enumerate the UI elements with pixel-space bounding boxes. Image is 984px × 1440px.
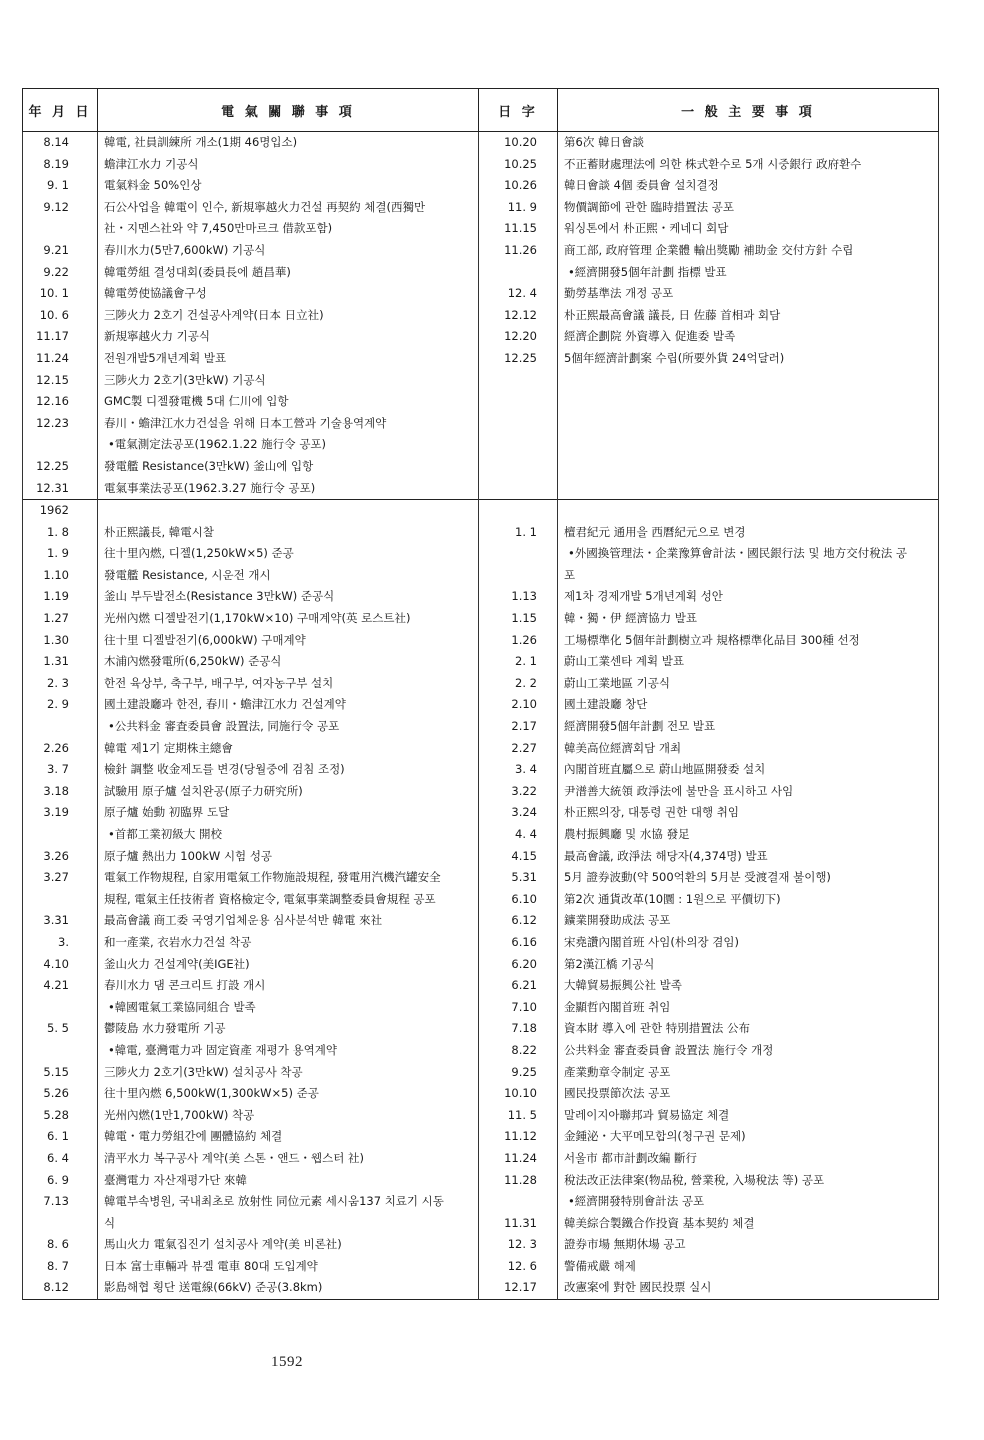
electric-event-cell: 馬山火力 電氣집진기 설치공사 계약(美 비론社)	[98, 1234, 479, 1256]
general-date-cell: 11.24	[479, 1148, 558, 1170]
general-event-cell: 公共料金 審査委員會 設置法 施行令 개정	[558, 1040, 939, 1062]
general-event-cell: 工場標準化 5個年計劃樹立과 規格標準化品目 300種 선정	[558, 630, 939, 652]
electric-date-cell: 12.15	[23, 370, 98, 392]
electric-event-cell: 日本 富士車輛과 뷰겔 電車 80대 도입계약	[98, 1256, 479, 1278]
general-date-cell	[479, 1191, 558, 1213]
electric-event-cell: 原子爐 熱出力 100kW 시험 성공	[98, 846, 479, 868]
table-row	[23, 1083, 939, 1105]
electric-date-cell: 8.14	[23, 132, 98, 154]
blank-cell	[558, 500, 939, 522]
electric-event-cell: 韓電부속병원, 국내최초로 放射性 同位元素 세시움137 치료기 시동	[98, 1191, 479, 1213]
electric-event-cell: 한전 육상부, 축구부, 배구부, 여자농구부 설치	[98, 673, 479, 695]
electric-event-cell: 蟾津江水力 기공식	[98, 154, 479, 176]
general-event-cell: 尹潽善大統領 政淨法에 불만을 표시하고 사임	[558, 781, 939, 803]
electric-event-cell: 三陟火力 2호기 건설공사계약(日本 日立社)	[98, 305, 479, 327]
blank-cell	[98, 500, 479, 522]
electric-date-cell: 5.15	[23, 1062, 98, 1084]
table-row	[23, 738, 939, 760]
electric-date-cell: 6. 9	[23, 1170, 98, 1192]
general-event-cell: •經濟開發5個年計劃 指標 발표	[558, 262, 939, 284]
general-event-cell	[558, 370, 939, 392]
electric-date-cell: 1.31	[23, 651, 98, 673]
table-row	[23, 1256, 939, 1278]
general-event-cell: 제1차 경제개발 5개년계획 성안	[558, 586, 939, 608]
table-row	[23, 305, 939, 327]
general-date-cell: 2. 2	[479, 673, 558, 695]
general-event-cell: 第6次 韓日會談	[558, 132, 939, 154]
electric-event-cell: 新規寧越火力 기공식	[98, 326, 479, 348]
general-event-cell: 檀君紀元 通用을 西曆紀元으로 변경	[558, 522, 939, 544]
general-date-cell: 5.31	[479, 867, 558, 889]
general-event-cell: 產業勳章令制定 공포	[558, 1062, 939, 1084]
electric-date-cell: 2.26	[23, 738, 98, 760]
electric-event-cell: 往十里內燃 6,500kW(1,300kW×5) 준공	[98, 1083, 479, 1105]
general-date-cell: 12. 4	[479, 283, 558, 305]
general-date-cell	[479, 478, 558, 500]
electric-event-cell: 規程, 電氣主任技術者 資格檢定令, 電氣事業調整委員會規程 공포	[98, 889, 479, 911]
general-event-cell: 物價調節에 관한 臨時措置法 공포	[558, 197, 939, 219]
electric-date-cell: 5.26	[23, 1083, 98, 1105]
electric-date-cell: 12.23	[23, 413, 98, 435]
electric-date-cell: 11.24	[23, 348, 98, 370]
general-date-cell: 11.26	[479, 240, 558, 262]
table-row	[23, 391, 939, 413]
general-event-cell: 朴正熙最高會議 議長, 日 佐藤 首相과 회담	[558, 305, 939, 327]
electric-date-cell: 8.19	[23, 154, 98, 176]
general-event-cell: 5月 證券波動(약 500억환의 5月분 受渡결재 불이행)	[558, 867, 939, 889]
table-row	[23, 694, 939, 716]
electric-event-cell: 電氣工作物規程, 自家用電氣工作物施設規程, 發電用汽機汽罐安全	[98, 867, 479, 889]
table-row	[23, 1126, 939, 1148]
general-date-cell: 8.22	[479, 1040, 558, 1062]
general-date-cell	[479, 370, 558, 392]
electric-date-cell: 7.13	[23, 1191, 98, 1213]
general-date-cell: 4. 4	[479, 824, 558, 846]
general-event-cell: 證券市場 無期休場 공고	[558, 1234, 939, 1256]
electric-event-cell: 試驗用 原子爐 설치완공(原子力研究所)	[98, 781, 479, 803]
electric-event-cell: 식	[98, 1213, 479, 1235]
table-row	[23, 1234, 939, 1256]
electric-date-cell	[23, 434, 98, 456]
general-event-cell: 商工部, 政府管理 企業體 輸出獎勵 補助金 交付方針 수립	[558, 240, 939, 262]
general-date-cell	[479, 413, 558, 435]
table-row	[23, 1170, 939, 1192]
electric-date-cell: 8. 7	[23, 1256, 98, 1278]
header-date-general: 日 字	[479, 89, 558, 132]
electric-event-cell: 社・지멘스社와 약 7,450만마르크 借款포함)	[98, 218, 479, 240]
electric-event-cell: •首都工業初級大 開校	[98, 824, 479, 846]
general-event-cell: 勤勞基準法 개정 공포	[558, 283, 939, 305]
electric-date-cell: 12.25	[23, 456, 98, 478]
general-event-cell: 國民投票節次法 공포	[558, 1083, 939, 1105]
electric-event-cell: 韓電勞組 결성대회(委員長에 趙昌華)	[98, 262, 479, 284]
table-row	[23, 456, 939, 478]
general-event-cell: 金顯哲內閣首班 취임	[558, 997, 939, 1019]
electric-date-cell: 12.16	[23, 391, 98, 413]
table-row	[23, 975, 939, 997]
electric-date-cell: 4.10	[23, 954, 98, 976]
general-date-cell: 7.18	[479, 1018, 558, 1040]
electric-event-cell: 釜山 부두발전소(Resistance 3만kW) 준공식	[98, 586, 479, 608]
general-date-cell: 2. 1	[479, 651, 558, 673]
general-event-cell	[558, 434, 939, 456]
general-date-cell: 6.21	[479, 975, 558, 997]
electric-date-cell: 1. 9	[23, 543, 98, 565]
header-date-electric: 年 月 日	[23, 89, 98, 132]
electric-date-cell	[23, 1040, 98, 1062]
electric-date-cell: 2. 3	[23, 673, 98, 695]
table-row	[23, 283, 939, 305]
blank-cell	[479, 500, 558, 522]
general-date-cell: 3.22	[479, 781, 558, 803]
electric-event-cell: 韓電・電力勞組간에 團體協約 체결	[98, 1126, 479, 1148]
electric-date-cell: 1. 8	[23, 522, 98, 544]
general-event-cell: 鑛業開發助成法 공포	[558, 910, 939, 932]
general-date-cell	[479, 391, 558, 413]
general-event-cell: •經濟開發特別會計法 공포	[558, 1191, 939, 1213]
table-row	[23, 867, 939, 889]
electric-event-cell: 往十里 디젤발전기(6,000kW) 구매계약	[98, 630, 479, 652]
table-row	[23, 1040, 939, 1062]
electric-date-cell: 3. 7	[23, 759, 98, 781]
table-row	[23, 630, 939, 652]
electric-event-cell: 韓電勞使協議會구성	[98, 283, 479, 305]
general-date-cell: 11. 9	[479, 197, 558, 219]
electric-event-cell: •韓國電氣工業協同組合 발족	[98, 997, 479, 1019]
general-date-cell: 2.17	[479, 716, 558, 738]
electric-event-cell: •韓電, 臺灣電力과 固定資產 재평가 용역계약	[98, 1040, 479, 1062]
table-row	[23, 1105, 939, 1127]
electric-event-cell: 春川・蟾津江水力건설을 위해 日本工營과 기술용역계약	[98, 413, 479, 435]
table-row	[23, 1018, 939, 1040]
table-row	[23, 889, 939, 911]
general-event-cell: 農村振興廳 및 水協 發足	[558, 824, 939, 846]
general-date-cell: 11.12	[479, 1126, 558, 1148]
general-date-cell: 12.25	[479, 348, 558, 370]
electric-event-cell: 春川水力 댐 콘크리트 打設 개시	[98, 975, 479, 997]
electric-date-cell: 2. 9	[23, 694, 98, 716]
table-row	[23, 478, 939, 500]
table-row	[23, 154, 939, 176]
electric-date-cell: 1.27	[23, 608, 98, 630]
electric-event-cell: 木浦內燃發電所(6,250kW) 준공식	[98, 651, 479, 673]
general-event-cell: 不正蓄財處理法에 의한 株式환수로 5개 시중銀行 政府환수	[558, 154, 939, 176]
general-date-cell: 1.26	[479, 630, 558, 652]
electric-date-cell: 4.21	[23, 975, 98, 997]
electric-event-cell: 發電艦 Resistance(3만kW) 釜山에 입항	[98, 456, 479, 478]
general-date-cell: 3.24	[479, 802, 558, 824]
electric-date-cell	[23, 1213, 98, 1235]
electric-date-cell: 3.31	[23, 910, 98, 932]
electric-date-cell: 9. 1	[23, 175, 98, 197]
electric-date-cell: 1.30	[23, 630, 98, 652]
electric-date-cell: 1.10	[23, 565, 98, 587]
electric-event-cell: 釜山火力 건설계약(美IGE社)	[98, 954, 479, 976]
table-row	[23, 326, 939, 348]
electric-event-cell: 往十里內燃, 디젤(1,250kW×5) 준공	[98, 543, 479, 565]
general-event-cell: 蔚山工業센타 계획 발표	[558, 651, 939, 673]
electric-event-cell: 韓電 제1기 定期株主總會	[98, 738, 479, 760]
electric-date-cell: 12.31	[23, 478, 98, 500]
general-date-cell: 10.20	[479, 132, 558, 154]
general-event-cell: 稅法改正法律案(物品稅, 營業稅, 入場稅法 等) 공포	[558, 1170, 939, 1192]
electric-date-cell: 9.22	[23, 262, 98, 284]
table-row	[23, 197, 939, 219]
general-date-cell: 6.12	[479, 910, 558, 932]
table-row	[23, 132, 939, 154]
table-row	[23, 781, 939, 803]
table-row	[23, 370, 939, 392]
electric-date-cell: 3.19	[23, 802, 98, 824]
general-event-cell: 資本財 導入에 관한 特別措置法 公布	[558, 1018, 939, 1040]
electric-date-cell: 6. 1	[23, 1126, 98, 1148]
table-body	[23, 132, 939, 1300]
electric-date-cell: 10. 6	[23, 305, 98, 327]
general-date-cell	[479, 434, 558, 456]
general-date-cell: 11.15	[479, 218, 558, 240]
table-row	[23, 954, 939, 976]
general-date-cell: 4.15	[479, 846, 558, 868]
general-date-cell: 12. 6	[479, 1256, 558, 1278]
general-date-cell: 11.28	[479, 1170, 558, 1192]
electric-date-cell: 6. 4	[23, 1148, 98, 1170]
electric-event-cell: •公共料金 審査委員會 設置法, 同施行令 공포	[98, 716, 479, 738]
electric-date-cell: 9.21	[23, 240, 98, 262]
electric-date-cell: 3.27	[23, 867, 98, 889]
table-row	[23, 240, 939, 262]
electric-date-cell: 3.	[23, 932, 98, 954]
electric-event-cell: 最高會議 商工委 국영기업체운용 심사분석반 韓電 來社	[98, 910, 479, 932]
chronology-table-container	[22, 88, 938, 1300]
table-row	[23, 846, 939, 868]
table-row	[23, 1277, 939, 1299]
electric-date-cell: 8. 6	[23, 1234, 98, 1256]
electric-event-cell: 鬱陵島 水力發電所 기공	[98, 1018, 479, 1040]
general-event-cell: 말레이지아聯邦과 貿易協定 체결	[558, 1105, 939, 1127]
electric-date-cell: 5.28	[23, 1105, 98, 1127]
electric-date-cell: 5. 5	[23, 1018, 98, 1040]
table-row	[23, 802, 939, 824]
general-date-cell: 10.10	[479, 1083, 558, 1105]
electric-event-cell: 發電艦 Resistance, 시운전 개시	[98, 565, 479, 587]
general-date-cell: 2.10	[479, 694, 558, 716]
general-event-cell: •外國換管理法・企業豫算會計法・國民銀行法 및 地方交付稅法 공	[558, 543, 939, 565]
general-event-cell: 蔚山工業地區 기공식	[558, 673, 939, 695]
electric-event-cell: 三陟火力 2호기(3만kW) 기공식	[98, 370, 479, 392]
general-date-cell: 12. 3	[479, 1234, 558, 1256]
electric-date-cell: 3.26	[23, 846, 98, 868]
table-row	[23, 651, 939, 673]
electric-event-cell: 光州內燃 디젤발전기(1,170kW×10) 구매계약(英 로스트社)	[98, 608, 479, 630]
electric-date-cell	[23, 218, 98, 240]
general-event-cell	[558, 391, 939, 413]
table-row	[23, 673, 939, 695]
general-event-cell: 大韓貿易振興公社 발족	[558, 975, 939, 997]
header-general-events: 一 般 主 要 事 項	[558, 89, 939, 132]
table-row	[23, 413, 939, 435]
general-date-cell: 12.12	[479, 305, 558, 327]
general-event-cell: 改憲案에 對한 國民投票 실시	[558, 1277, 939, 1299]
electric-event-cell: 전원개발5개년계획 발표	[98, 348, 479, 370]
general-event-cell	[558, 478, 939, 500]
general-date-cell	[479, 262, 558, 284]
table-row	[23, 262, 939, 284]
electric-event-cell: 臺灣電力 자산재평가단 來韓	[98, 1170, 479, 1192]
electric-date-cell	[23, 716, 98, 738]
electric-date-cell	[23, 824, 98, 846]
electric-event-cell: 朴正熙議長, 韓電시찰	[98, 522, 479, 544]
general-event-cell: 最高會議, 政淨法 해당자(4,374명) 발표	[558, 846, 939, 868]
header-electric-events: 電 氣 關 聯 事 項	[98, 89, 479, 132]
table-row	[23, 434, 939, 456]
general-date-cell: 10.25	[479, 154, 558, 176]
table-row	[23, 1191, 939, 1213]
table-row	[23, 608, 939, 630]
table-row	[23, 932, 939, 954]
table-header	[23, 89, 939, 132]
table-row	[23, 1213, 939, 1235]
general-event-cell: 金鍾泌・大平메모합의(청구권 문제)	[558, 1126, 939, 1148]
year-label: 1962	[23, 500, 98, 522]
general-event-cell: 國土建設廳 창단	[558, 694, 939, 716]
electric-date-cell: 8.12	[23, 1277, 98, 1299]
electric-event-cell: •電氣測定法공포(1962.1.22 施行令 공포)	[98, 434, 479, 456]
general-date-cell	[479, 456, 558, 478]
electric-event-cell: 和一產業, 衣岩水力건설 착공	[98, 932, 479, 954]
general-date-cell: 1.13	[479, 586, 558, 608]
general-date-cell: 6.16	[479, 932, 558, 954]
general-event-cell: 宋堯讚內閣首班 사임(朴의장 겸임)	[558, 932, 939, 954]
general-date-cell: 1. 1	[479, 522, 558, 544]
general-date-cell: 10.26	[479, 175, 558, 197]
general-date-cell	[479, 543, 558, 565]
electric-event-cell: 電氣料金 50%인상	[98, 175, 479, 197]
electric-date-cell: 3.18	[23, 781, 98, 803]
general-event-cell: 警備戒嚴 해제	[558, 1256, 939, 1278]
general-event-cell: 韓・獨・伊 經濟協力 발표	[558, 608, 939, 630]
general-date-cell: 3. 4	[479, 759, 558, 781]
general-date-cell	[479, 565, 558, 587]
table-row	[23, 997, 939, 1019]
table-row	[23, 759, 939, 781]
general-event-cell: 經濟開發5個年計劃 전모 발표	[558, 716, 939, 738]
electric-event-cell: 原子爐 始動 初臨界 도달	[98, 802, 479, 824]
general-event-cell: 第2漢江橋 기공식	[558, 954, 939, 976]
electric-event-cell: 三陟火力 2호기(3만kW) 설치공사 착공	[98, 1062, 479, 1084]
general-event-cell: 經濟企劃院 外資導入 促進委 발족	[558, 326, 939, 348]
general-event-cell: 서울市 都市計劃改編 斷行	[558, 1148, 939, 1170]
table-row	[23, 175, 939, 197]
electric-event-cell: 國土建設廳과 한전, 春川・蟾津江水力 건설계약	[98, 694, 479, 716]
electric-event-cell: 檢針 調整 收金제도를 변경(당월중에 검침 조정)	[98, 759, 479, 781]
electric-date-cell: 1.19	[23, 586, 98, 608]
general-event-cell: 朴正熙의장, 대통령 권한 대행 취임	[558, 802, 939, 824]
electric-date-cell: 9.12	[23, 197, 98, 219]
general-event-cell	[558, 413, 939, 435]
electric-date-cell	[23, 997, 98, 1019]
general-event-cell: 內閣首班直屬으로 蔚山地區開發委 설치	[558, 759, 939, 781]
electric-event-cell: GMC製 디젤發電機 5대 仁川에 입항	[98, 391, 479, 413]
general-date-cell: 1.15	[479, 608, 558, 630]
year-row	[23, 500, 939, 522]
general-date-cell: 7.10	[479, 997, 558, 1019]
general-event-cell: 5個年經濟計劃案 수립(所要外貨 24억달러)	[558, 348, 939, 370]
general-date-cell: 11.31	[479, 1213, 558, 1235]
general-date-cell: 11. 5	[479, 1105, 558, 1127]
general-date-cell: 12.17	[479, 1277, 558, 1299]
header-row	[23, 89, 939, 132]
table-row	[23, 910, 939, 932]
electric-date-cell: 10. 1	[23, 283, 98, 305]
table-row	[23, 543, 939, 565]
general-event-cell: 포	[558, 565, 939, 587]
general-date-cell: 6.20	[479, 954, 558, 976]
page-number: 1592	[271, 1354, 303, 1370]
electric-date-cell	[23, 889, 98, 911]
table-row	[23, 586, 939, 608]
table-row	[23, 1148, 939, 1170]
electric-event-cell: 韓電, 社員訓練所 개소(1期 46명입소)	[98, 132, 479, 154]
general-event-cell	[558, 456, 939, 478]
table-row	[23, 716, 939, 738]
table-row	[23, 824, 939, 846]
chronology-table	[22, 88, 939, 1300]
general-date-cell: 6.10	[479, 889, 558, 911]
general-event-cell: 韓美高位經濟회담 개최	[558, 738, 939, 760]
electric-event-cell: 石公사업을 韓電이 인수, 新規寧越火力건설 再契約 체결(西獨만	[98, 197, 479, 219]
electric-event-cell: 光州內燃(1만1,700kW) 착공	[98, 1105, 479, 1127]
electric-event-cell: 影島해협 횡단 送電線(66kV) 준공(3.8km)	[98, 1277, 479, 1299]
electric-event-cell: 電氣事業法공포(1962.3.27 施行令 공포)	[98, 478, 479, 500]
general-event-cell: 韓美綜合製鐵合作投資 基本契約 체결	[558, 1213, 939, 1235]
table-row	[23, 522, 939, 544]
electric-event-cell: 清平水力 복구공사 계약(美 스톤・앤드・웹스터 社)	[98, 1148, 479, 1170]
electric-date-cell: 11.17	[23, 326, 98, 348]
table-row	[23, 1062, 939, 1084]
general-event-cell: 韓日會談 4個 委員會 설치결정	[558, 175, 939, 197]
table-row	[23, 565, 939, 587]
electric-event-cell: 春川水力(5만7,600kW) 기공식	[98, 240, 479, 262]
general-date-cell: 12.20	[479, 326, 558, 348]
general-event-cell: 第2次 通貨改革(10圜 : 1원으로 平價切下)	[558, 889, 939, 911]
general-date-cell: 9.25	[479, 1062, 558, 1084]
table-row	[23, 348, 939, 370]
general-event-cell: 워싱톤에서 朴正熙・케네디 회담	[558, 218, 939, 240]
general-date-cell: 2.27	[479, 738, 558, 760]
table-row	[23, 218, 939, 240]
